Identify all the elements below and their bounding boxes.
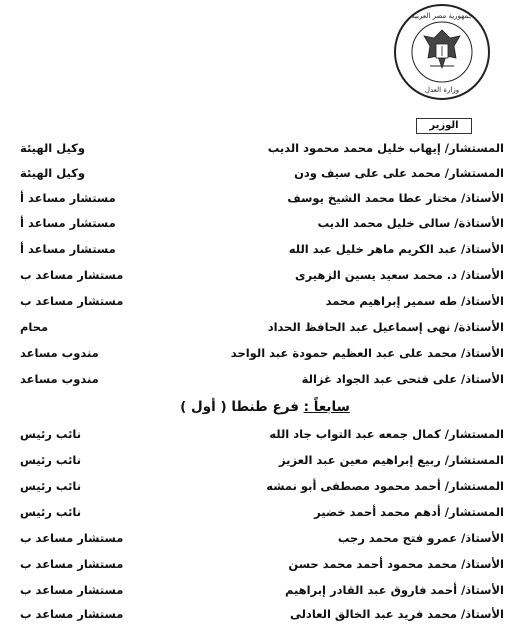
staff-row: [20, 580, 504, 600]
staff-title: مستشار مساعد ب: [20, 557, 124, 571]
staff-row: [20, 317, 504, 337]
staff-title: مندوب مساعد: [20, 346, 99, 360]
staff-row: [20, 528, 504, 548]
staff-title: مستشار مساعد أ: [20, 242, 116, 256]
staff-name: المستشار/ كمال جمعه عبد التواب جاد الله: [269, 427, 504, 441]
ministry-seal: [392, 2, 492, 102]
staff-name: الأستاذ/ عبد الكريم ماهر خليل عبد الله: [288, 242, 504, 256]
seal-top-text: جمهورية مصر العربية: [411, 12, 473, 20]
staff-name: الأستاذ/ محمد محمود أحمد محمد حسن: [288, 557, 504, 571]
staff-row: [20, 424, 504, 444]
staff-name: الأستاذ/ أحمد فاروق عبد القادر إبراهيم: [284, 583, 504, 597]
staff-row: [20, 450, 504, 470]
staff-name: الأستاذة/ سالى خليل محمد الديب: [317, 216, 504, 230]
staff-name: الأستاذة/ نهى إسماعيل عبد الحافظ الحداد: [267, 320, 504, 334]
staff-title: مستشار مساعد ب: [20, 294, 124, 308]
staff-name: المستشار/ محمد على على سيف ودن: [294, 166, 504, 180]
staff-row: [20, 213, 504, 233]
staff-row: [20, 138, 504, 158]
staff-title: مستشار مساعد ب: [20, 268, 124, 282]
staff-name: الأستاذ/ على فتحى عبد الجواد غزالة: [301, 372, 504, 386]
staff-row: [20, 163, 504, 183]
staff-row: [20, 476, 504, 496]
staff-title: محام: [20, 320, 49, 334]
staff-title: نائب رئيس: [20, 427, 82, 441]
staff-title: مستشار مساعد أ: [20, 191, 116, 205]
staff-title: نائب رئيس: [20, 453, 82, 467]
staff-name: الأستاذ/ طه سمير إبراهيم محمد: [325, 294, 504, 308]
staff-name: الأستاذ/ د. محمد سعيد يسين الزهيرى: [295, 268, 504, 282]
staff-name: المستشار/ إيهاب خليل محمد محمود الديب: [267, 141, 504, 155]
staff-row: [20, 369, 504, 389]
staff-title: نائب رئيس: [20, 479, 82, 493]
section-title: فرع طنطا ( أول ): [180, 399, 299, 415]
staff-title: نائب رئيس: [20, 505, 82, 519]
minister-label: الوزير: [416, 118, 472, 134]
section-ordinal: سابعاً :: [303, 399, 350, 415]
staff-title: مستشار مساعد ب: [20, 607, 124, 621]
staff-row: [20, 502, 504, 522]
staff-name: المستشار/ أحمد محمود مصطفى أبو نمشه: [266, 479, 504, 493]
staff-name: المستشار/ ربيع إبراهيم معين عبد العزيز: [279, 453, 504, 467]
staff-name: الأستاذ/ محمد على عبد العظيم حمودة عبد الواحد: [230, 346, 504, 360]
staff-name: الأستاذ/ محمد فريد عبد الخالق العادلى: [289, 607, 504, 621]
staff-row: [20, 604, 504, 624]
staff-name: الأستاذ/ مختار عطا محمد الشيخ يوسف: [287, 191, 504, 205]
staff-name: المستشار/ أدهم محمد أحمد خضير: [314, 505, 504, 519]
staff-title: مستشار مساعد أ: [20, 216, 116, 230]
staff-title: وكيل الهيئة: [20, 166, 86, 180]
seal-bottom-text: وزارة العدل: [424, 86, 460, 94]
staff-row: [20, 265, 504, 285]
staff-row: [20, 554, 504, 574]
staff-row: [20, 343, 504, 363]
staff-row: [20, 188, 504, 208]
staff-title: مستشار مساعد ب: [20, 531, 124, 545]
staff-title: مستشار مساعد ب: [20, 583, 124, 597]
staff-row: [20, 239, 504, 259]
staff-row: [20, 291, 504, 311]
staff-title: مندوب مساعد: [20, 372, 99, 386]
staff-title: وكيل الهيئة: [20, 141, 86, 155]
section-heading: [150, 396, 380, 418]
staff-name: الأستاذ/ عمرو فتح محمد رجب: [337, 531, 504, 545]
